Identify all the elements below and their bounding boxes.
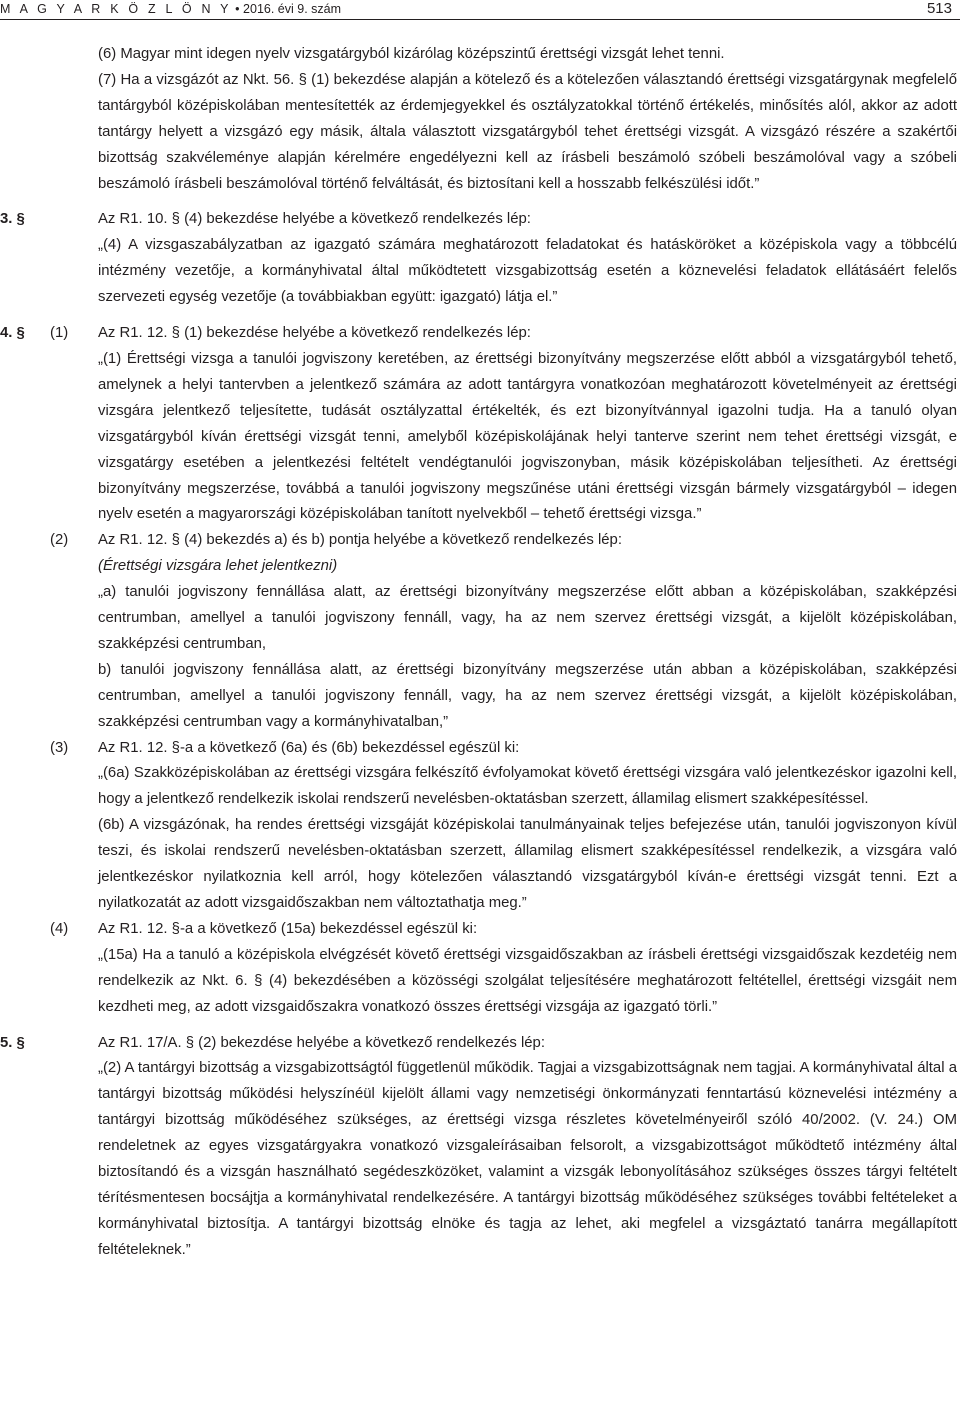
subsection-intro: Az R1. 12. §-a a következő (6a) és (6b) bekezdéssel egészül ki: [98, 739, 520, 756]
section-text: „(4) A vizsgaszabályzatban az igazgató számára meghatározott feladatokat és hatásköröket a középiskola vagy a többcélú intézmény vezetője, a kormányhivatal által működtetett vizsgabizottság esetén a köznevelési feladatok ellátásáért felelős szervezeti egység vezetője (a továbbiakban együtt: igazgató) látja el.” [98, 237, 957, 306]
paragraph-6a: „(6a) Szakközépiskolában az érettségi vizsgára felkészítő évfolyamokat követő érettségi vizsgára való jelentkezéskor igazolni kell, hogy a jelentkező rendelkezik iskolai rendszerű nevelésben-oktatásban szerzett, államilag elismert szakképesítéssel. [98, 765, 957, 808]
subsection-heading: (Érettségi vizsgára lehet jelentkezni) [98, 558, 338, 575]
subsection-number: (4) [50, 920, 69, 937]
subsection-number: (1) [50, 325, 69, 342]
section-number: 3. § [0, 211, 25, 228]
section-5 [0, 1031, 960, 1264]
header-rule [0, 19, 960, 20]
subsection-4 [0, 917, 960, 1021]
paragraph-6b: (6b) A vizsgázónak, ha rendes érettségi vizsgáját középiskolai tanulmányainak teljes befejezése után, tanulói jogviszonyon kívül teszi, és iskolai rendszerű nevelésben-oktatásban szerzett, államilag elismert szakképesítéssel rendelkezik, a vizsgára való jelentkezéskor nyilatkoznia kell arról, hogy kötelezően választandó vizsgatárgyból kíván-e érettségi vizsgát tenni. Ezt a nyilatkozatát az adott vizsgaidőszakban nem változtathatja meg.” [98, 817, 957, 911]
page-number: 513 [926, 0, 952, 17]
header-separator: • [235, 2, 240, 16]
section-text: „(2) A tantárgyi bizottság a vizsgabizottságtól függetlenül működik. Tagjai a vizsgabizottságnak nem tagjai. A kormányhivatal által a tantárgyi bizottság működési helyszínéül kijelölt állami vagy nemzetiségi önkormányzati fenntartású köznevelési intézmény a tantárgyi bizottság működéséhez szükséges, az érettségi vizsga részletes követelményeiről szóló 40/2002. (V. 24.) OM rendeletnek az egyes vizsgatárgyakra vonatkozó vizsgaleírásaiban felsorolt, a vizsgabizottságot működtető intézmény által biztosítandó és a vizsgán használható segédeszközöket, valamint a vizsgák lebonyolításához szükséges összes tárgyi feltételt térítésmentesen bocsájtja a kormányhivatal rendelkezésére. A tantárgyi bizottság működéséhez szükséges további feltételeket a kormányhivatal biztosítja. A tantárgyi bizottság elnöke és tagja az lehet, aki megfelel a vizsgáztató tanárra megállapított feltételeknek.” [98, 1060, 957, 1258]
subsection-2 [0, 528, 960, 735]
section-number: 5. § [0, 1034, 25, 1051]
header-publication [0, 2, 341, 16]
section-intro: Az R1. 17/A. § (2) bekezdése helyébe a következő rendelkezés lép: [98, 1034, 545, 1051]
paragraph-15a: „(15a) Ha a tanuló a középiskola elvégzését követő érettségi vizsgaidőszakban az írásbeli érettségi vizsgaidőszak kezdetéig nem rendelkezik az Nkt. 6. § (4) bekezdésében a közösségi szolgálat teljesítésére meghatározott feltétellel, érettségi vizsgáit nem kezdheti meg, az adott vizsgaidőszakra vonatkozó összes érettségi vizsgája az igazgató törli.” [98, 946, 957, 1015]
section-4 [0, 321, 960, 1020]
subsection-intro: Az R1. 12. § (4) bekezdés a) és b) pontja helyébe a következő rendelkezés lép: [98, 532, 622, 549]
subsection-number: (2) [50, 532, 69, 549]
document-body [0, 42, 960, 1264]
point-b: b) tanulói jogviszony fennállása alatt, az érettségi bizonyítvány megszerzése után abban a középiskolában, szakképzési centrumban, amellyel a tanulói jogviszony fennáll, vagy, ha az nem szervez érettségi vizsgát, a kijelölt középiskolában, szakképzési centrumban vagy a kormányhivatalban,” [98, 661, 957, 730]
paragraph-7: (7) Ha a vizsgázót az Nkt. 56. § (1) bekezdése alapján a kötelező és a kötelezően választandó érettségi vizsgatárgynak megfelelő tantárgyból középiskolában mentesítették az érdemjegyekkel és osztályzatokkal történő értékelés, minősítés alól, akkor az adott tantárgy helyett a vizsgázó egy másik, általa választott vizsgatárgyból tehet érettségi vizsgát. A vizsgázó részére a szakértői bizottság szakvéleménye alapján kérelmére engedélyezni kell az írásbeli beszámoló szóbeli beszámolóval vagy a szóbeli beszámoló írásbeli beszámolóval történő felváltását, és biztosítani kell a hosszabb felkészülési időt.” [98, 71, 957, 192]
section-intro: Az R1. 10. § (4) bekezdése helyébe a következő rendelkezés lép: [98, 211, 531, 228]
journal-title: M A G Y A R K Ö Z L Ö N Y [0, 2, 232, 16]
subsection-number: (3) [50, 739, 69, 756]
paragraph-6: (6) Magyar mint idegen nyelv vizsgatárgyból kizárólag középszintű érettségi vizsgát lehet tenni. [98, 46, 725, 62]
subsection-intro: Az R1. 12. § (1) bekezdése helyébe a következő rendelkezés lép: [98, 325, 531, 342]
subsection-intro: Az R1. 12. §-a a következő (15a) bekezdéssel egészül ki: [98, 920, 478, 937]
page-header [0, 0, 960, 22]
subsection-1 [0, 321, 960, 528]
subsection-text: „(1) Érettségi vizsga a tanulói jogviszony keretében, az érettségi bizonyítvány megszerzése előtt abból a vizsgatárgyból tehető, amelynek a helyi tantervben a jelentkező számára az adott tantárgyra vonatkozóan meghatározott követelményeit az érettségi vizsgára jelentkező teljesítette, tudását osztályzattal értékelték, és ezt bizonyítvánnyal igazolni tudja. Ha a tanuló olyan vizsgatárgyból kíván érettségi vizsgát tenni, amelyből középiskolájának helyi tanterve szerint nem tehet érettségi vizsgát, e vizsgatárgy esetében a jelentkezési feltételt vendégtanulói jogviszonyban, másik középiskolában teljesítheti. Az érettségi bizonyítvány megszerzése, továbbá a tanulói jogviszony megszűnése utáni érettségi vizsgán bármely vizsgatárgyból – idegen nyelv esetén a magyarországi középiskolában tanított nyelvekből – tehető érettségi vizsga.” [98, 350, 957, 523]
issue-label: 2016. évi 9. szám [243, 2, 342, 16]
section-number: 4. § [0, 325, 25, 342]
point-a: „a) tanulói jogviszony fennállása alatt, az érettségi bizonyítvány megszerzése előtt abban a középiskolában, szakképzési centrumban, amellyel a tanulói jogviszony fennáll, vagy, ha az nem szervez érettségi vizsgát, a kijelölt középiskolában, szakképzési centrumban, [98, 584, 957, 652]
section-3 [0, 207, 960, 311]
subsection-3 [0, 736, 960, 917]
